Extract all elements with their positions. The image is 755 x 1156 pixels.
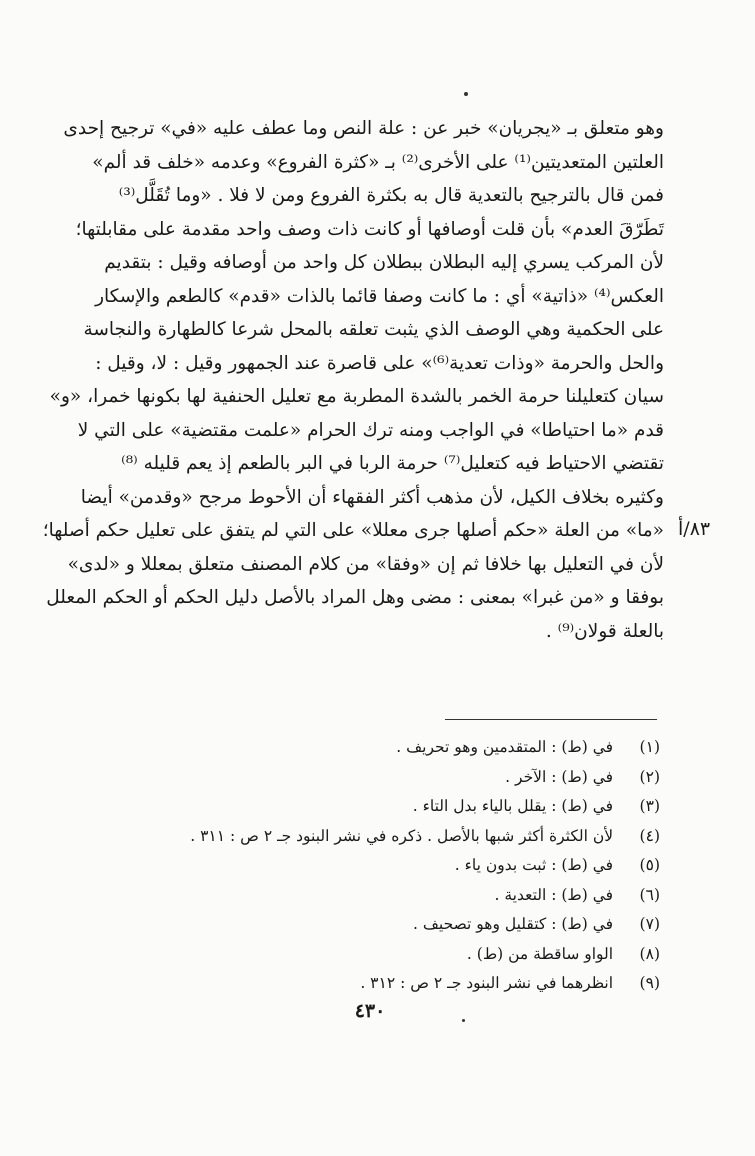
decorative-dot [464,92,468,96]
text-line: العلتين المتعديتين⁽¹⁾ على الأخرى⁽²⁾ بـ «كثرة الفروع» وعدمه «خلف قد ألم» [92,151,664,173]
text-line: تَطَرّقَ العدم» بأن قلت أوصافها أو كانت ذات وصف واحد مقدمة على مقابلتها؛ [75,218,664,240]
footnote-item [120,733,660,763]
text-line: لأن في التعليل بها خلافا ثم إن «وفقا» من كلام المصنف متعلق بمعللا و «لدى» [67,553,664,575]
text-line: «ما» من العلة «حكم أصلها جرى معللا» على التي لم يتفق على تعليل حكم أصلها؛ [42,520,664,541]
footnote-item [120,969,660,999]
footnote-number: (٧) [639,915,660,933]
footnote-text: في (ط) : يقلل بالياء بدل التاء . [412,797,614,815]
footnote-number: (٨) [639,944,660,963]
footnote-text: في (ط) : كتقليل وهو تصحيف . [413,915,614,933]
main-text [42,112,664,648]
text-line: قدم «ما احتياطا» في الواجب ومنه ترك الحرام «علمت مقتضية» على التي لا [77,419,664,441]
footnote-number: (٦) [639,885,660,904]
footnote-text: في (ط) : الآخر . [505,767,614,786]
text-line: وكثيره بخلاف الكيل، لأن مذهب أكثر الفقهاء أن الأحوط مرجح «وقدمن» أيضا [80,486,664,508]
text-line: تقتضي الاحتياط فيه كتعليل⁽⁷⁾ حرمة الربا في البر بالطعم إذ يعم قليله ⁽⁸⁾ [121,453,664,474]
footnote-number: (٣) [639,797,660,815]
text-line: بوفقا و «من غبرا» بمعنى : مضى وهل المراد بالأصل دليل الحكم أو الحكم المعلل [46,587,664,608]
footnote-item [120,792,660,822]
text-line: على الحكمية وهي الوصف الذي يثبت تعلقه بالمحل شرعا كالطهارة والنجاسة [83,319,664,340]
text-line: سيان كتعليلنا حرمة الخمر بالشدة المطربة مع تعليل الحنفية لها بكونها خمرا، «و» [49,386,664,407]
text-line: بالعلة قولان⁽⁹⁾ . [545,620,664,642]
text-line: لأن المركب يسري إليه البطلان ببطلان كل واحد من أوصافه وقيل : بتقديم [104,252,664,273]
footnote-number: (٤) [639,826,660,845]
footnote-number: (١) [639,738,660,756]
decorative-dot [462,1019,465,1022]
footnote-number: (٢) [639,767,660,786]
text-line: والحل والحرمة «وذات تعدية⁽⁶⁾» على قاصرة عند الجمهور وقيل : لا، وقيل : [95,352,664,374]
footnote-text: انظرهما في نشر البنود جـ ٢ ص : ٣١٢ . [360,974,614,992]
footnote-item [120,851,660,881]
footnote-divider [445,719,657,720]
footnote-text: لأن الكثرة أكثر شبها بالأصل . ذكره في نشر البنود جـ ٢ ص : ٣١١ . [190,826,614,845]
text-line: وهو متعلق بـ «يجريان» خبر عن : علة النص وما عطف عليه «في» ترجيح إحدى [63,118,664,139]
footnote-number: (٩) [639,974,660,992]
footnote-item [120,881,660,911]
footnote-text: في (ط) : المتقدمين وهو تحريف . [396,738,614,756]
footnote-text: في (ط) : ثبت بدون ياء . [454,856,614,874]
text-line: فمن قال بالترجيح بالتعدية قال به بكثرة الفروع ومن لا فلا . «وما تُقَلَّل⁽³⁾ [118,185,664,206]
text-line: العكس⁽⁴⁾ «ذاتية» أي : ما كانت وصفا قائما بالذات «قدم» كالطعم والإسكار [95,285,664,307]
page-number: ٤٣٠ [354,1000,386,1022]
footnote-item [120,822,660,852]
footnotes [120,733,660,999]
footnote-item [120,940,660,970]
footnote-text: في (ط) : التعدية . [494,885,614,904]
footnote-number: (٥) [639,856,660,874]
footnote-text: الواو ساقطة من (ط) . [466,944,614,963]
folio-margin-note: ٨٣/أ [678,518,711,540]
footnote-item [120,910,660,940]
footnote-item [120,763,660,793]
